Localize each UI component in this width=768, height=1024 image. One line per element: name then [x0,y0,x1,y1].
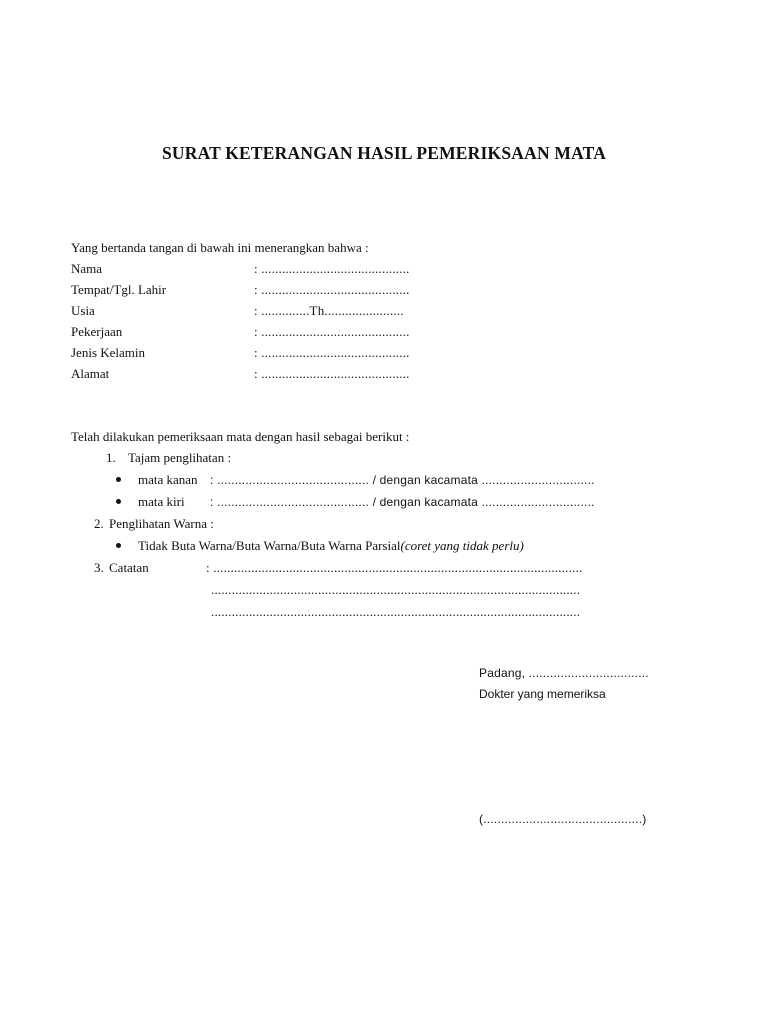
field-value-tempat-tgl-lahir: : ........................................... [254,282,410,297]
field-label-tempat-tgl-lahir: Tempat/Tgl. Lahir [71,282,167,297]
bullet-icon [116,543,121,548]
field-label-nama: Nama [71,261,103,276]
signer-name-line: (.............................................) [479,812,647,826]
document-title: SURAT KETERANGAN HASIL PEMERIKSAAN MATA [161,143,607,163]
item2-label: Penglihatan Warna : [109,516,214,531]
right-eye-label: mata kanan [138,472,198,487]
field-label-pekerjaan: Pekerjaan [71,324,123,339]
item3-number: 3. [94,560,104,575]
item3-label: Catatan [109,560,149,575]
bullet-icon [116,477,121,482]
item2-number: 2. [94,516,104,531]
intro-text: Yang bertanda tangan di bawah ini menerangkan bahwa : [71,240,369,255]
notes-line-1: : ........................................................................................................... [206,560,583,575]
field-value-usia: : ..............Th....................... [254,303,404,318]
notes-line-2: ........................................................................................................... [211,582,581,597]
color-vision-option [138,538,524,554]
field-label-usia: Usia [71,303,95,318]
notes-line-3: ........................................................................................................... [211,604,581,619]
left-eye-label: mata kiri [138,494,185,509]
signer-role: Dokter yang memeriksa [479,687,606,701]
place-date: Padang, .................................. [479,666,649,680]
field-value-alamat: : ........................................... [254,366,410,381]
field-value-pekerjaan: : ........................................... [254,324,410,339]
field-value-nama: : ........................................... [254,261,410,276]
results-intro: Telah dilakukan pemeriksaan mata dengan hasil sebagai berikut : [71,429,410,444]
field-label-jenis-kelamin: Jenis Kelamin [71,345,146,360]
color-vision-option-note: (coret yang tidak perlu) [400,538,524,553]
item1-label: Tajam penglihatan : [128,450,232,465]
bullet-icon [116,499,121,504]
item1-number: 1. [106,450,116,465]
right-eye-value: : ........................................... / dengan kacamata ................................ [210,473,595,487]
left-eye-value: : ........................................... / dengan kacamata ................................ [210,495,595,509]
color-vision-option-text: Tidak Buta Warna/Buta Warna/Buta Warna Parsial [138,538,401,553]
field-label-alamat: Alamat [71,366,110,381]
field-value-jenis-kelamin: : ........................................... [254,345,410,360]
